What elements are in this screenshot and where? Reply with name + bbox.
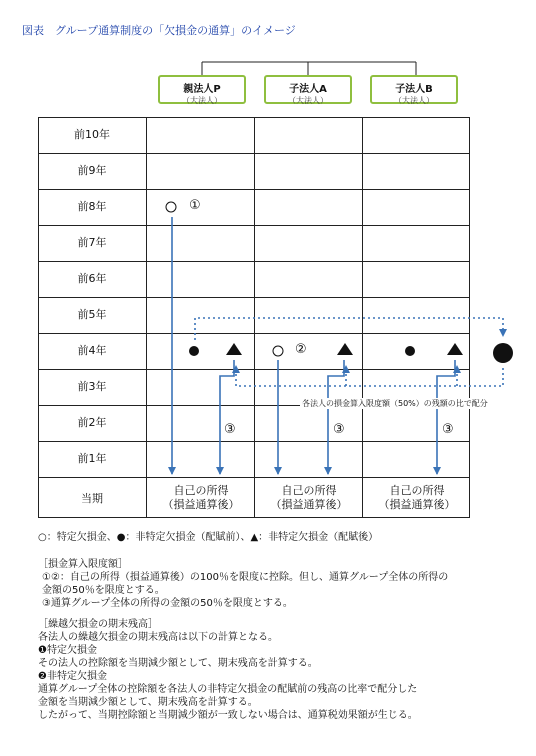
step-marker-3: ③ (224, 422, 236, 437)
row-label: 前9年 (77, 164, 107, 177)
specific-body: その法人の控除額を当期減少額として、期末残高を計算する。 (38, 658, 318, 669)
current-income-a: 自己の所得 （損益通算後） (270, 484, 348, 511)
row-label: 前7年 (77, 236, 107, 249)
row-label-current: 当期 (81, 492, 103, 505)
limit-heading: ［損金算入限度額］ (38, 559, 128, 570)
entity-name: 親法人P (183, 84, 221, 95)
row-label: 前10年 (74, 128, 110, 141)
allocation-label: 各法人の損金算入限度額（50%）の残額の比で配分 (302, 399, 488, 408)
allocated-triangle-b (447, 343, 463, 355)
arrow-nonspecific-b (437, 360, 455, 474)
limit-line: ①②：自己の所得（損益通算後）の100％を限度に控除。但し、通算グループ全体の所得の (42, 572, 449, 583)
limit-line: 金額の50％を限度とする。 (42, 585, 165, 596)
arrow-nonspecific-p (220, 360, 234, 474)
specific-loss-circle-p (166, 202, 176, 212)
step-marker-1: ① (189, 198, 201, 213)
loss-markers (166, 202, 513, 363)
allocation-out (195, 318, 503, 340)
nonspecific-body: したがって、当期控除額と当期減少額が一致しない場合は、通算税効果額が生じる。 (38, 710, 418, 721)
notes-section (38, 558, 508, 722)
nonspecific-body: 金額を当期減少額として、期末残高を計算する。 (38, 697, 258, 708)
row-label: 前8年 (77, 200, 107, 213)
deduction-arrows (172, 217, 455, 474)
row-label: 前4年 (77, 344, 107, 357)
row-label: 前1年 (77, 452, 107, 465)
carry-heading: ［繰越欠損金の期末残高］ (38, 619, 158, 630)
step-marker-3: ③ (442, 422, 454, 437)
entity-sub: （大法人） (182, 96, 222, 105)
nonspecific-loss-dot-p (189, 346, 199, 356)
entity-name: 子法人A (289, 84, 327, 95)
specific-loss-circle-a (273, 346, 283, 356)
entity-sub: （大法人） (288, 96, 328, 105)
legend: ○：特定欠損金、●：非特定欠損金（配賦前）、▲：非特定欠損金（配賦後） (38, 532, 379, 543)
current-income-p: 自己の所得 （損益通算後） (162, 484, 240, 511)
figure-title: 図表 グループ通算制度の「欠損金の通算」のイメージ (22, 24, 296, 37)
step-marker-2: ② (295, 342, 307, 357)
row-label: 前2年 (77, 416, 107, 429)
step-marker-3: ③ (333, 422, 345, 437)
row-label: 前6年 (77, 272, 107, 285)
nonspecific-heading: ❷非特定欠損金 (38, 671, 107, 682)
entity-connectors (202, 62, 416, 75)
entity-name: 子法人B (395, 84, 433, 95)
allocated-triangle-a (337, 343, 353, 355)
nonspecific-loss-dot-b (405, 346, 415, 356)
arrow-nonspecific-a (328, 360, 344, 474)
specific-heading: ❶特定欠損金 (38, 645, 97, 656)
carry-intro: 各法人の繰越欠損金の期末残高は以下の計算となる。 (38, 632, 278, 643)
row-label: 前3年 (77, 380, 107, 393)
limit-line: ③通算グループ全体の所得の金額の50％を限度とする。 (42, 598, 293, 609)
row-label: 前5年 (77, 308, 107, 321)
pooled-loss-dot (493, 343, 513, 363)
current-income-b: 自己の所得 （損益通算後） (378, 484, 456, 511)
nonspecific-body: 通算グループ全体の控除額を各法人の非特定欠損金の配賦前の残高の比率で配分した (38, 684, 418, 695)
allocated-triangle-p (226, 343, 242, 355)
entity-sub: （大法人） (394, 96, 434, 105)
